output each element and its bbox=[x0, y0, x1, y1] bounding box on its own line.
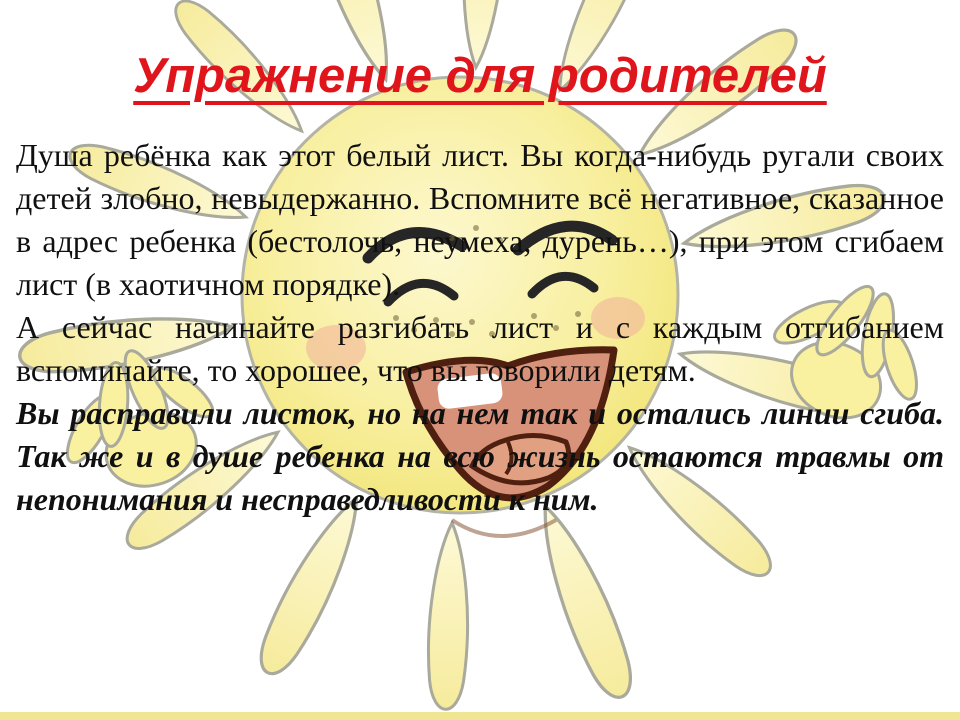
slide-content bbox=[0, 48, 960, 521]
bottom-edge-strip bbox=[0, 712, 960, 720]
slide-title: Упражнение для родителей bbox=[133, 49, 827, 103]
paragraph-exercise-unfold: А сейчас начинайте разгибать лист и с каждым отгибанием вспоминайте, то хорошее, что вы говорили детям. bbox=[16, 309, 944, 388]
paragraph-exercise-fold: Душа ребёнка как этот белый лист. Вы когда-нибудь ругали своих детей злобно, невыдержанно. Вспомните всё негативное, сказанное в адрес ребенка (бестолочь, неумеха, дурень…), при этом сгибаем лист (в хаотичном порядке). bbox=[16, 137, 944, 302]
paragraph-conclusion: Вы расправили листок, но на нем так и остались линии сгиба. Так же и в душе ребенка на всю жизнь остаются травмы от непонимания и несправедливости к ним. bbox=[16, 395, 944, 517]
